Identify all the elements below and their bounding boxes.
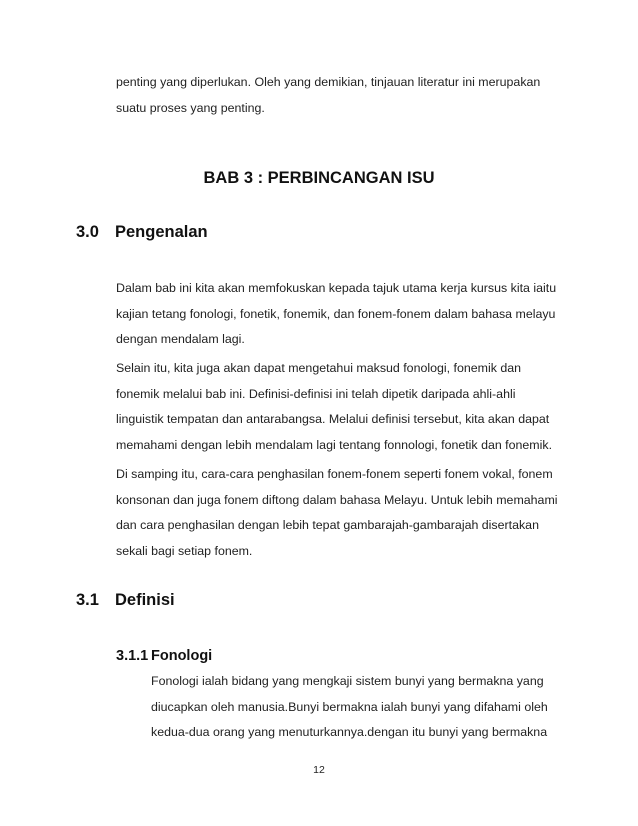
paragraph-line: fonemik melalui bab ini. Definisi-definisi ini telah dipetik daripada ahli-ahli	[116, 386, 516, 401]
paragraph-line: penting yang diperlukan. Oleh yang demikian, tinjauan literatur ini merupakan	[116, 75, 541, 89]
paragraph-line: konsonan dan juga fonem diftong dalam bahasa Melayu. Untuk lebih memahami	[116, 492, 558, 507]
paragraph-line: linguistik tempatan dan antarabangsa. Melalui definisi tersebut, kita akan dapat	[116, 412, 550, 426]
paragraph-line: Di samping itu, cara-cara penghasilan fonem-fonem seperti fonem vokal, fonem	[116, 467, 553, 481]
paragraph-line: memahami dengan lebih mendalam lagi tentang fonnologi, fonetik dan fonemik.	[116, 437, 553, 452]
paragraph-line: Selain itu, kita juga akan dapat mengetahui maksud fonologi, fonemik dan	[116, 361, 522, 375]
paragraph-2	[116, 356, 552, 458]
paragraph-line: dengan mendalam lagi.	[116, 332, 245, 346]
subsection-heading-fonologi	[116, 648, 212, 664]
section-title: Definisi	[115, 591, 175, 609]
paragraph-line: kedua-dua orang yang menuturkannya.dengan itu bunyi yang bermakna	[151, 725, 548, 739]
section-number: 3.0	[76, 223, 99, 241]
subsection-title: Fonologi	[151, 648, 213, 664]
paragraph-line: Fonologi ialah bidang yang mengkaji sistem bunyi yang bermakna yang	[151, 674, 544, 688]
paragraph-line: dan cara penghasilan dengan lebih tepat gambarajah-gambarajah disertakan	[116, 518, 539, 532]
section-title: Pengenalan	[115, 223, 208, 241]
paragraph-line: kajian tetang fonologi, fonetik, fonemik, dan fonem-fonem dalam bahasa melayu	[116, 306, 556, 321]
paragraph-line: suatu proses yang penting.	[116, 100, 265, 115]
section-number: 3.1	[76, 591, 99, 609]
paragraph-line: diucapkan oleh manusia.Bunyi bermakna ialah bunyi yang difahami oleh	[151, 699, 548, 714]
subsection-number: 3.1.1	[116, 648, 149, 664]
paragraph-line: sekali bagi setiap fonem.	[116, 543, 253, 558]
chapter-heading: BAB 3 : PERBINCANGAN ISU	[203, 169, 435, 187]
paragraph-1	[116, 276, 556, 353]
paragraph-line: Dalam bab ini kita akan memfokuskan kepada tajuk utama kerja kursus kita iaitu	[116, 281, 557, 295]
page-number: 12	[313, 764, 325, 776]
section-heading-pengenalan	[76, 223, 208, 242]
intro-paragraph	[116, 70, 540, 121]
section-heading-definisi	[76, 591, 175, 610]
fonologi-paragraph	[151, 669, 548, 746]
paragraph-3	[116, 462, 558, 564]
